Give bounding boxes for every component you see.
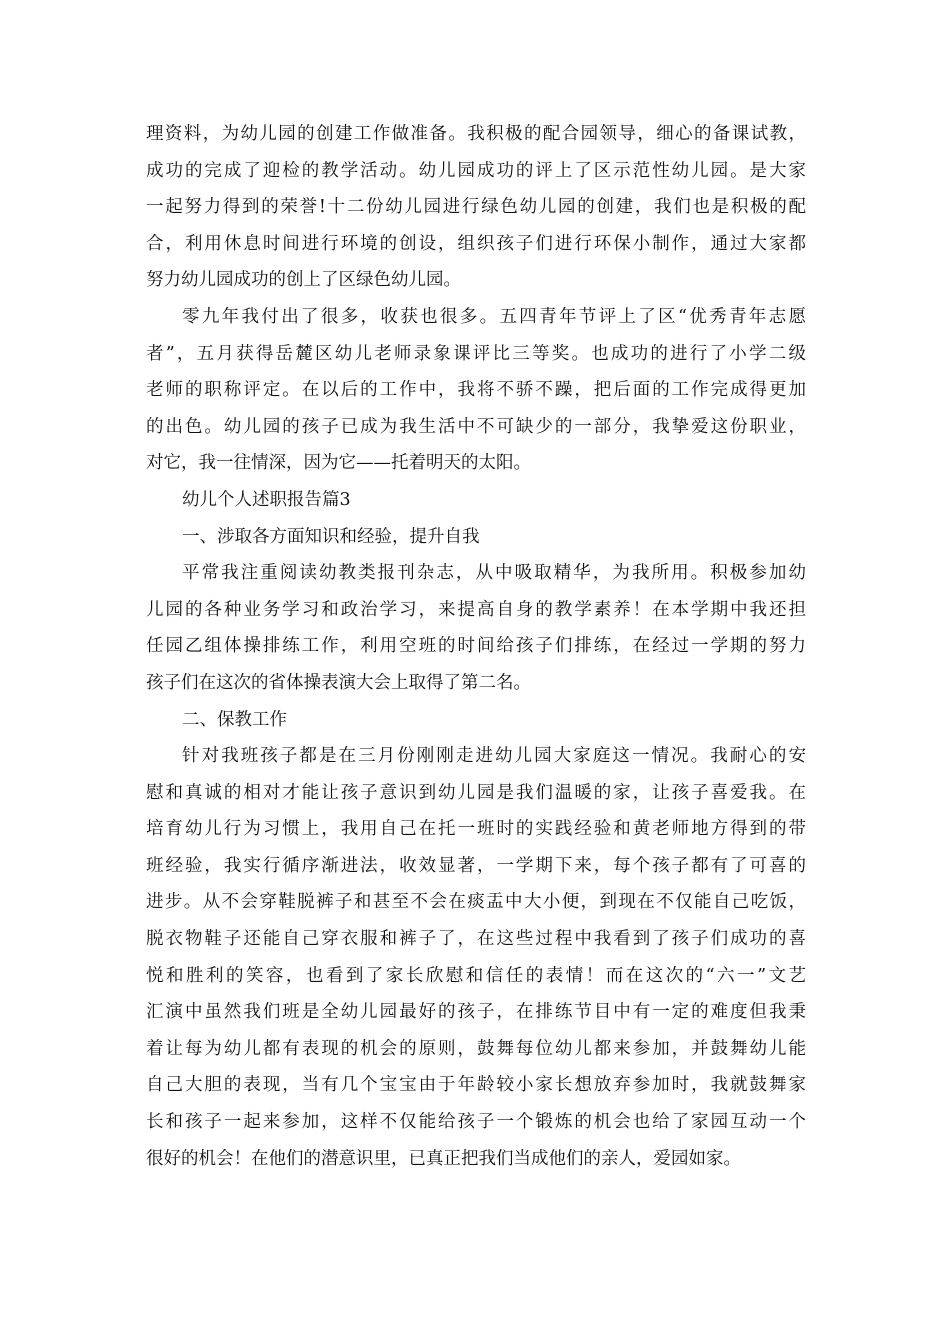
- text-line: 自己大胆的表现，当有几个宝宝由于年龄较小家长想放弃参加时，我就鼓舞家: [146, 1075, 806, 1096]
- text-line: 一、涉取各方面知识和经验，提升自我: [182, 526, 480, 547]
- text-line: 任园乙组体操排练工作，利用空班的时间给孩子们排练，在经过一学期的努力: [146, 636, 806, 657]
- text-line: 很好的机会！在他们的潜意识里，已真正把我们当成他们的亲人，爱园如家。: [146, 1148, 741, 1169]
- text-line: 努力幼儿园成功的创上了区绿色幼儿园。: [146, 270, 461, 291]
- text-line: 孩子们在这次的省体操表演大会上取得了第二名。: [146, 672, 531, 693]
- text-line: 着让每为幼儿都有表现的机会的原则，鼓舞每位幼儿都来参加，并鼓舞幼儿能: [146, 1038, 806, 1059]
- text-line: 进步。从不会穿鞋脱裤子和甚至不会在痰盂中大小便，到现在不仅能自己吃饭，: [146, 892, 806, 913]
- text-line: 理资料，为幼儿园的创建工作做准备。我积极的配合园领导，细心的备课试教，: [146, 124, 806, 144]
- text-line: 培育幼儿行为习惯上，我用自己在托一班时的实践经验和黄老师地方得到的带: [146, 819, 806, 840]
- document-body: [146, 116, 806, 1177]
- text-line: 合，利用休息时间进行环境的创设，组织孩子们进行环保小制作，通过大家都: [146, 233, 806, 254]
- text-line: 一起努力得到的荣誉!十二份幼儿园进行绿色幼儿园的创建，我们也是积极的配: [146, 197, 806, 218]
- text-line: 成功的完成了迎检的教学活动。幼儿园成功的评上了区示范性幼儿园。是大家: [146, 160, 806, 181]
- text-line: 脱衣物鞋子还能自己穿衣服和裤子了，在这些过程中我看到了孩子们成功的喜: [146, 929, 806, 950]
- text-line: 对它，我一往情深，因为它——托着明天的太阳。: [146, 453, 531, 474]
- text-line: 二、保教工作: [182, 709, 287, 730]
- text-line: 老师的职称评定。在以后的工作中，我将不骄不躁，把后面的工作完成得更加: [146, 380, 806, 401]
- text-line: 慰和真诚的相对才能让孩子意识到幼儿园是我们温暖的家，让孩子喜爱我。在: [146, 782, 806, 803]
- text-line: 的出色。幼儿园的孩子已成为我生活中不可缺少的一部分，我挚爱这份职业，: [146, 416, 806, 437]
- text-line: 儿园的各种业务学习和政治学习，来提高自身的教学素养！在本学期中我还担: [146, 599, 806, 620]
- text-line: 针对我班孩子都是在三月份刚刚走进幼儿园大家庭这一情况。我耐心的安: [182, 746, 806, 767]
- text-line: 班经验，我实行循序渐进法，收效显著，一学期下来，每个孩子都有了可喜的: [146, 855, 806, 876]
- text-line: 平常我注重阅读幼教类报刊杂志，从中吸取精华，为我所用。积极参加幼: [182, 563, 806, 584]
- text-line: 汇演中虽然我们班是全幼儿园最好的孩子，在排练节目中有一定的难度但我秉: [146, 1002, 806, 1023]
- text-line: 悦和胜利的笑容，也看到了家长欣慰和信任的表情！而在这次的“六一”文艺: [146, 965, 806, 986]
- text-line: 长和孩子一起来参加，这样不仅能给孩子一个锻炼的机会也给了家园互动一个: [146, 1112, 806, 1133]
- text-line: 幼儿个人述职报告篇3: [182, 489, 351, 510]
- text-line: 零九年我付出了很多，收获也很多。五四青年节评上了区“优秀青年志愿: [182, 306, 806, 327]
- text-line: 者”，五月获得岳麓区幼儿老师录象课评比三等奖。也成功的进行了小学二级: [146, 343, 806, 364]
